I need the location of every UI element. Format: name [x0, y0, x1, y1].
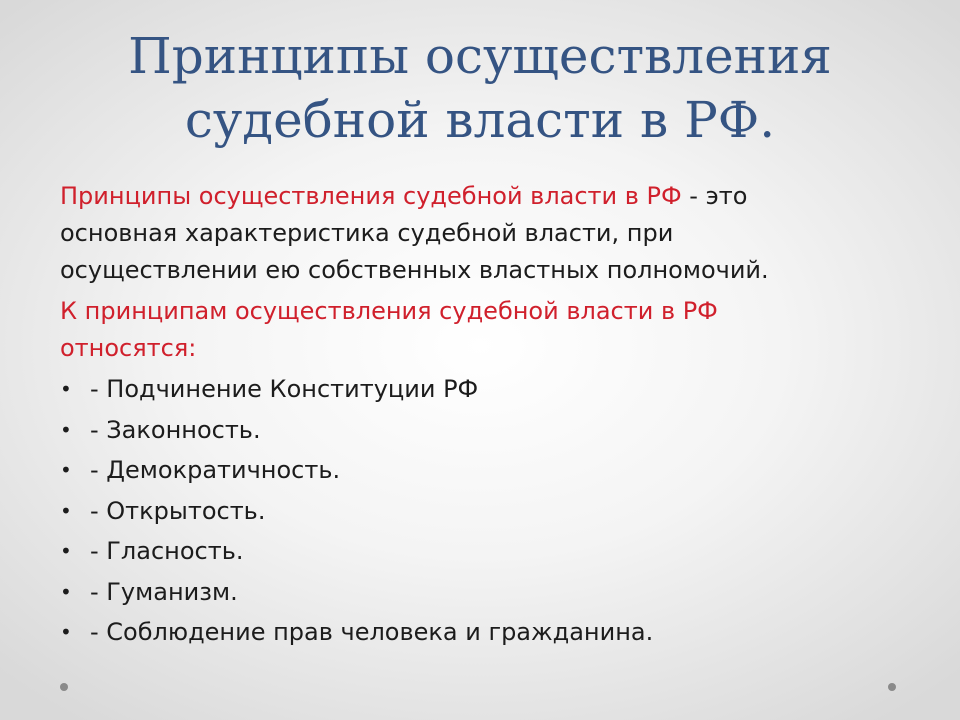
- bullet-icon: •: [60, 377, 72, 401]
- definition-term: Принципы осуществления судебной власти в РФ: [60, 182, 682, 210]
- definition-text-line-2: основная характеристика судебной власти, при: [60, 219, 674, 247]
- list-item-text: - Демократичность.: [90, 456, 341, 484]
- slide-title-line-1: Принципы осуществления: [128, 27, 832, 85]
- list-item: [60, 491, 910, 532]
- bullet-icon: •: [60, 539, 72, 563]
- bullet-icon: •: [60, 620, 72, 644]
- bullet-icon: •: [60, 417, 72, 442]
- bullet-icon: •: [60, 458, 72, 482]
- list-item: [60, 450, 910, 491]
- definition-text-line-3: осуществлении ею собственных властных полномочий.: [60, 256, 769, 284]
- list-item-text: - Гласность.: [90, 537, 244, 565]
- list-item: [60, 572, 910, 613]
- list-item-text: - Открытость.: [90, 496, 266, 525]
- principles-intro-line-2: относятся:: [60, 334, 197, 362]
- principles-intro-line-1: К принципам осуществления судебной власти в РФ: [60, 297, 718, 325]
- slide-title: [60, 24, 900, 152]
- definition-paragraph: [60, 178, 910, 289]
- principles-intro: [60, 293, 910, 367]
- list-item-text: - Гуманизм.: [90, 577, 238, 606]
- principles-list: [60, 369, 910, 653]
- decorative-dot-icon: [888, 683, 896, 691]
- list-item-text: - Законность.: [90, 415, 261, 444]
- slide-body: [60, 178, 910, 653]
- definition-dash: - это: [681, 182, 748, 210]
- list-item: [60, 612, 910, 653]
- list-item: [60, 531, 910, 572]
- list-item: [60, 369, 910, 410]
- list-item-text: - Соблюдение прав человека и гражданина.: [90, 618, 654, 646]
- slide-title-line-2: судебной власти в РФ.: [184, 91, 776, 149]
- bullet-icon: •: [60, 498, 72, 523]
- list-item: [60, 410, 910, 451]
- decorative-dot-icon: [60, 683, 68, 691]
- list-item-text: - Подчинение Конституции РФ: [90, 375, 479, 403]
- bullet-icon: •: [60, 579, 72, 604]
